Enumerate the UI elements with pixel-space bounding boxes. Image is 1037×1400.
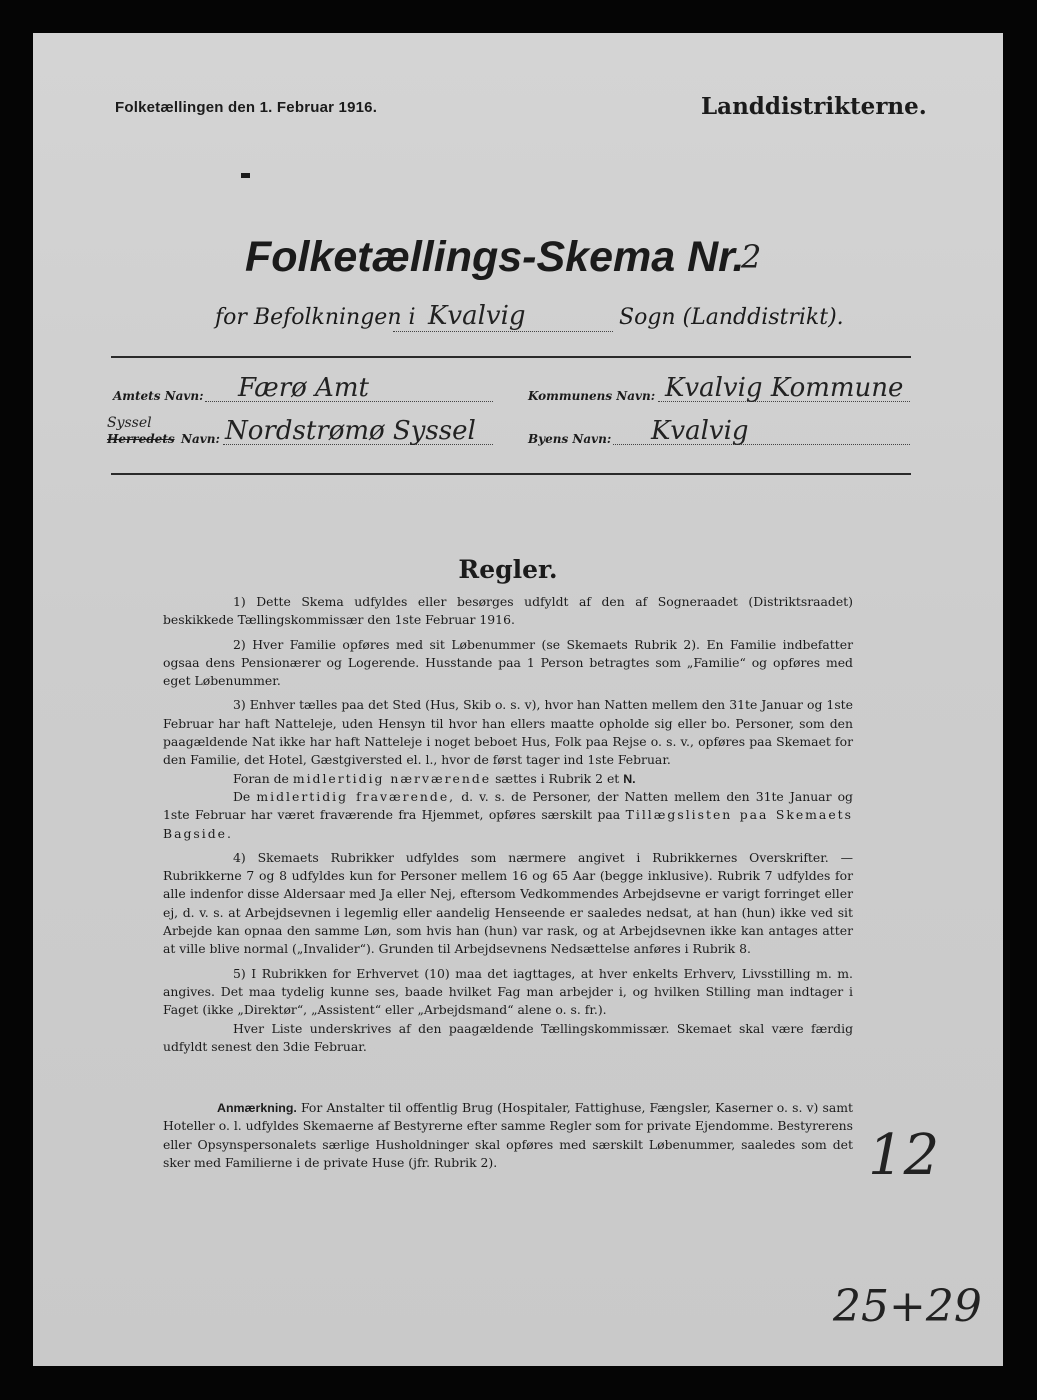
rule-3b-pre: Foran de — [233, 770, 289, 786]
rule-3c-spaced2: Tillægslisten paa Skemaets Bagside. — [163, 807, 853, 841]
rule-3c-spaced: midlertidig fraværende, — [256, 788, 456, 804]
ink-dash — [241, 173, 250, 178]
amt-value: Færø Amt — [238, 373, 369, 403]
subtitle-prefix: for Befolkningen i — [215, 305, 416, 330]
rules-title: Regler. — [458, 555, 558, 584]
rule-3b-mark: N. — [623, 771, 636, 786]
district-type-header: Landdistrikterne. — [701, 93, 927, 120]
by-value: Kvalvig — [651, 416, 749, 446]
annotation-note — [163, 1099, 853, 1172]
kommune-label: Kommunens Navn: — [528, 389, 656, 403]
rule-3b-spaced: midlertidig nærværende — [292, 770, 492, 786]
rule-3a: 3) Enhver tælles paa det Sted (Hus, Skib o. s. v), hvor han Natten mellem den 31te Januar og 1ste Februar har haft Natteleje, uden Hensyn til hvor han ellers maatte opholde sig eller bo. Personer, som den paagældende Nat ikke har haft Natteleje i noget beboet Hus, Folk paa Rejse o. s. v., opføres paa Skemaet for den Familie, det Hotel, Gæstgiversted el. l., hvor de først tager ind 1ste Februar. — [163, 697, 853, 768]
rule-1: 1) Dette Skema udfyldes eller besørges udfyldt af den af Sogneraadet (Distriktsraadet) beskikkede Tællingskommissær den 1ste Februar 1916. — [163, 594, 853, 628]
herred-label: Navn: — [181, 432, 220, 446]
bottom-rule — [111, 473, 911, 475]
parish-line — [393, 331, 613, 332]
note-text: For Anstalter til offentlig Brug (Hospitaler, Fattighuse, Fængsler, Kaserner o. s. v) samt Hoteller o. l. udfyldes Skemaerne af Bestyrerne efter samme Regler som for private Ejendomme. Bestyrerens eller Opsynspersonalets særlige Husholdninger skal opføres med særskilt Løbenummer, saaledes som det sker med Familierne i de private Huse (jfr. Rubrik 2). — [163, 1100, 853, 1170]
rule-5b: Hver Liste underskrives af den paagældende Tællingskommissær. Skemaet skal være færdig udfyldt senest den 3die Februar. — [163, 1020, 853, 1054]
note-head: Anmærkning. — [217, 1101, 297, 1115]
bottom-handwritten-numbers: 25+29 — [833, 1281, 982, 1332]
amt-label: Amtets Navn: — [113, 389, 204, 403]
herred-value: Nordstrømø Syssel — [225, 416, 476, 446]
by-label: Byens Navn: — [528, 432, 612, 446]
rule-3c-pre: De — [233, 788, 251, 804]
rule-4: 4) Skemaets Rubrikker udfyldes som nærmere angivet i Rubrikkernes Overskrifter. — Rubrikkerne 7 og 8 udfyldes kun for Personer mellem 16 og 65 Aar (begge inklusive). Rubrik 7 udfyldes for alle indenfor disse Aldersaar med Ja eller Nej, eftersom Vedkommendes Arbejdsevne er varigt forringet eller ej, d. v. s. at Arbejdsevnen i legemlig eller aandelig Henseende er saaledes nedsat, at han (hun) ikke ved sit Arbejde kan opnaa den samme Løn, som hvis han (hun) var rask, og at Arbejdsevnen ikke kan antages atter at ville blive normal („Invalider“). Grunden til Arbejdsevnens Nedsættelse anføres i Rubrik 8. — [163, 849, 853, 957]
rule-2: 2) Hver Familie opføres med sit Løbenummer (se Skemaets Rubrik 2). En Familie indbefatter ogsaa dens Pensionærer og Logerende. Husstande paa 1 Person betragtes som „Familie“ og opføres med eget Løbenummer. — [163, 636, 853, 689]
census-form-page — [33, 33, 1003, 1366]
rule-3c — [163, 788, 853, 843]
rule-3b — [163, 770, 853, 788]
subtitle-suffix: Sogn (Landdistrikt). — [619, 305, 844, 330]
census-date-header: Folketællingen den 1. Februar 1916. — [115, 99, 378, 116]
form-number: 2 — [741, 238, 762, 276]
parish-value: Kvalvig — [428, 301, 526, 331]
rule-3c-mid: d. v. s. de Personer, der Natten mellem den 31te Januar og 1ste Februar har været fraværende fra Hjemmet, opføres særskilt paa — [163, 788, 853, 823]
note-paragraph — [163, 1099, 853, 1172]
top-rule — [111, 356, 911, 358]
rule-5a: 5) I Rubrikken for Erhvervet (10) maa det iagttages, at hver enkelts Erhverv, Livsstilling m. m. angives. Det maa tydelig kunne ses, baade hvilket Fag man arbejder i, og hvilken Stilling man indtager i Faget (ikke „Direktør“, „Assistent“ eller „Arbejdsmand“ alene o. s. fr.). — [163, 965, 853, 1018]
herred-correction: Syssel — [107, 415, 152, 431]
herred-struck-label: Herredets — [107, 432, 175, 446]
form-title: Folketællings-Skema Nr. — [245, 233, 745, 281]
kommune-value: Kvalvig Kommune — [665, 373, 904, 403]
side-handwritten-number: 12 — [868, 1123, 940, 1188]
rules-body — [163, 593, 853, 1062]
rule-3b-post: sættes i Rubrik 2 et — [495, 770, 620, 786]
